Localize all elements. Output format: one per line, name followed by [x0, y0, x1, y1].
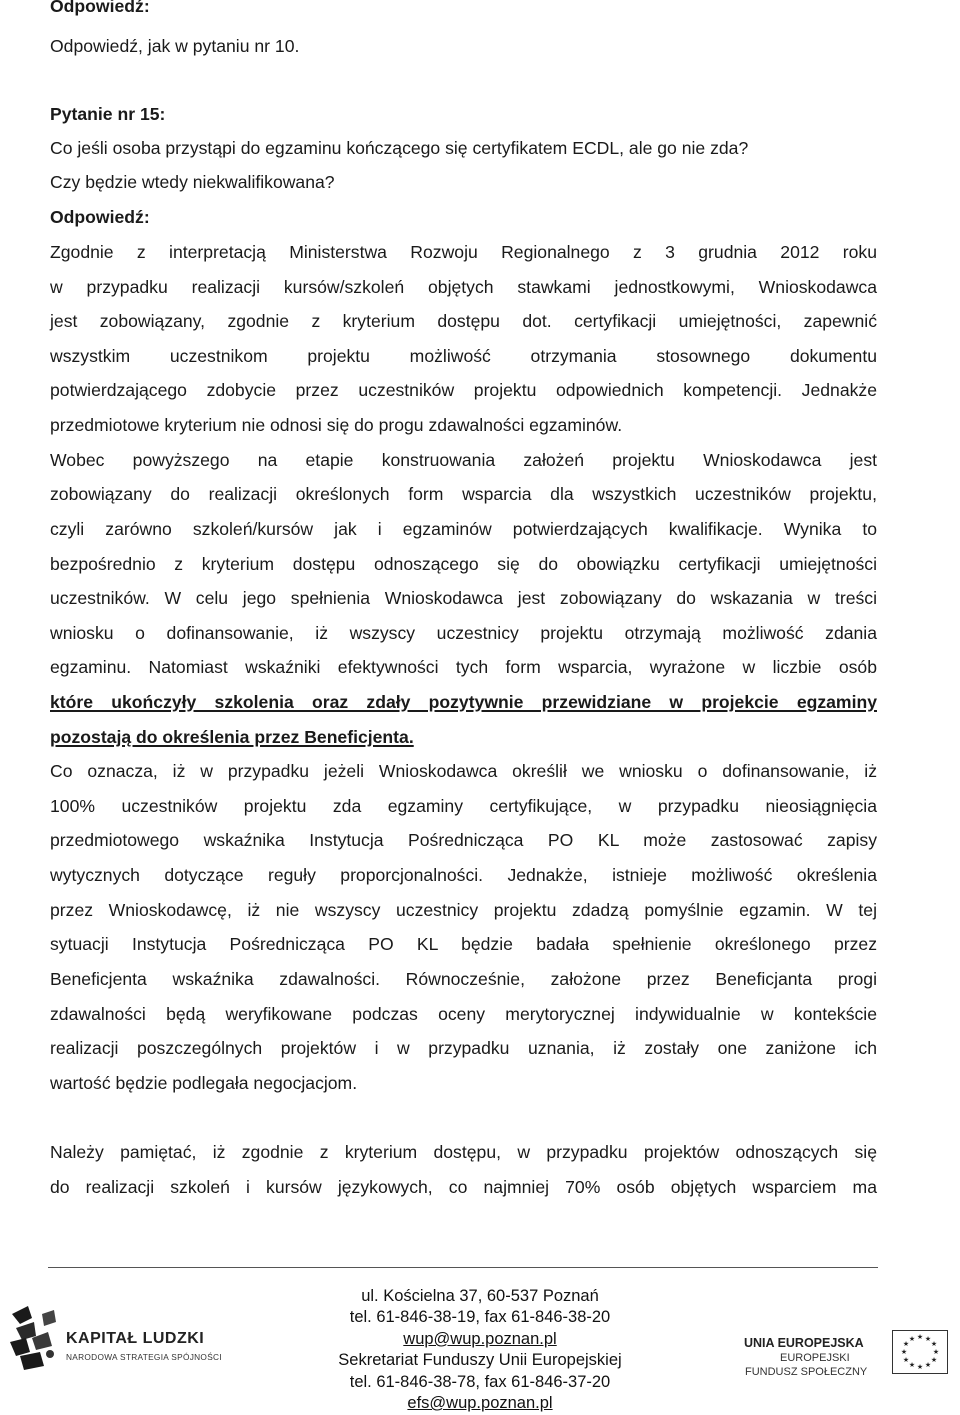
svg-text:★: ★: [908, 1335, 916, 1343]
logo-subtitle: NARODOWA STRATEGIA SPÓJNOŚCI: [66, 1352, 222, 1362]
paragraph-line: 100% uczestników projektu zda egzaminy certyfikujące, w przypadku nieosiągnięcia: [50, 796, 877, 816]
paragraph-line: Wobec powyższego na etapie konstruowania założeń projektu Wnioskodawca jest: [50, 450, 877, 470]
paragraph-line: wniosku o dofinansowanie, iż wszyscy uczestnicy projektu otrzymają możliwość zdania: [50, 623, 877, 643]
eu-efs-logo: [742, 1330, 954, 1390]
paragraph-line: w przypadku realizacji kursów/szkoleń objętych stawkami jednostkowymi, Wnioskodawca: [50, 277, 877, 297]
question-line: Czy będzie wtedy niekwalifikowana?: [50, 172, 335, 192]
paragraph-line: wszystkim uczestnikom projektu możliwość otrzymania stosownego dokumentu: [50, 346, 877, 366]
svg-text:★: ★: [916, 1333, 924, 1341]
answer-label: Odpowiedź:: [50, 207, 150, 227]
eu-flag-icon: [892, 1330, 948, 1374]
paragraph-line: przez Wnioskodawcę, iż nie wszyscy uczestnicy projektu zdadzą pomyślnie egzamin. W tej: [50, 900, 877, 920]
paragraph-line: Należy pamiętać, iż zgodnie z kryterium dostępu, w przypadku projektów odnoszących się: [50, 1142, 877, 1162]
paragraph-line: Zgodnie z interpretacją Ministerstwa Rozwoju Regionalnego z 3 grudnia 2012 roku: [50, 242, 877, 262]
paragraph-line: potwierdzającego zdobycie przez uczestników projektu odpowiednich kompetencji. Jednakże: [50, 380, 877, 400]
paragraph-line: jest zobowiązany, zgodnie z kryterium dostępu dot. certyfikacji umiejętności, zapewnić: [50, 311, 877, 331]
kapital-ludzki-logo: [6, 1302, 236, 1382]
svg-text:★: ★: [902, 1340, 910, 1348]
paragraph-line: bezpośrednio z kryterium dostępu odnoszącego się do obowiązku certyfikacji umiejętności: [50, 554, 877, 574]
svg-text:★: ★: [932, 1348, 940, 1356]
footer-divider: [48, 1267, 878, 1268]
footer-email-link[interactable]: efs@wup.poznan.pl: [407, 1394, 553, 1413]
paragraph-line: zobowiązany do realizacji określonych form wsparcia dla wszystkich uczestników projektu,: [50, 484, 877, 504]
paragraph-line: realizacji poszczególnych projektów i w przypadku uznania, iż zostały one zaniżone ich: [50, 1038, 877, 1058]
paragraph-line: Beneficjenta wskaźnika zdawalności. Równocześnie, założone przez Beneficjanta progi: [50, 969, 877, 989]
answer-label: Odpowiedź:: [50, 0, 150, 16]
paragraph-line: przedmiotowego wskaźnika Instytucja Pośrednicząca PO KL może zastosować zapisy: [50, 830, 877, 850]
underlined-line: które ukończyły szkolenia oraz zdały pozytywnie przewidziane w projekcie egzaminy: [50, 692, 877, 712]
footer-phone: tel. 61-846-38-78, fax 61-846-37-20: [349, 1372, 611, 1391]
question-label: Pytanie nr 15:: [50, 104, 166, 124]
logo-line: UNIA EUROPEJSKA: [744, 1336, 864, 1350]
footer-address: ul. Kościelna 37, 60-537 Poznań: [361, 1287, 599, 1305]
paragraph-line: wartość będzie podlegała negocjacjom.: [50, 1073, 358, 1093]
kapital-ludzki-emblem-icon: [6, 1302, 62, 1374]
svg-text:★: ★: [916, 1363, 924, 1371]
svg-text:★: ★: [902, 1356, 910, 1364]
svg-text:★: ★: [908, 1361, 916, 1369]
footer-phone: tel. 61-846-38-19, fax 61-846-38-20: [349, 1308, 611, 1327]
paragraph-line: czyli zarówno szkoleń/kursów jak i egzaminów potwierdzających kwalifikacje. Wynika to: [50, 519, 877, 539]
svg-text:★: ★: [930, 1340, 938, 1348]
paragraph-line: uczestników. W celu jego spełnienia Wnioskodawca jest zobowiązany do wskazania w treści: [50, 588, 877, 608]
svg-text:★: ★: [924, 1335, 932, 1343]
svg-text:★: ★: [900, 1348, 908, 1356]
logo-line: FUNDUSZ SPOŁECZNY: [745, 1366, 868, 1378]
logo-title: KAPITAŁ LUDZKI: [66, 1330, 205, 1347]
paragraph-line: egzaminu. Natomiast wskaźniki efektywności tych form wsparcia, wyrażone w liczbie osób: [50, 657, 877, 677]
svg-text:★: ★: [924, 1361, 932, 1369]
svg-text:★: ★: [930, 1356, 938, 1364]
footer-contact: [280, 1286, 680, 1414]
underlined-line: pozostają do określenia przez Beneficjenta.: [50, 727, 414, 747]
question-line: Co jeśli osoba przystąpi do egzaminu kończącego się certyfikatem ECDL, ale go nie zda?: [50, 138, 749, 158]
paragraph-line: przedmiotowe kryterium nie odnosi się do progu zdawalności egzaminów.: [50, 415, 623, 435]
paragraph-line: zdawalności będą weryfikowane podczas oceny merytorycznej indywidualnie w kontekście: [50, 1004, 877, 1024]
paragraph-line: sytuacji Instytucja Pośrednicząca PO KL będzie badała spełnienie określonego przez: [50, 934, 877, 954]
footer-department: Sekretariat Funduszy Unii Europejskiej: [338, 1351, 622, 1370]
logo-line: EUROPEJSKI: [780, 1352, 850, 1364]
footer-email-link[interactable]: wup@wup.poznan.pl: [403, 1329, 557, 1348]
paragraph-line: wytycznych dotyczące reguły proporcjonalności. Jednakże, istnieje możliwość określenia: [50, 865, 877, 885]
answer-text: Odpowiedź, jak w pytaniu nr 10.: [50, 36, 300, 56]
paragraph-line: do realizacji szkoleń i kursów językowych, co najmniej 70% osób objętych wsparciem ma: [50, 1177, 877, 1197]
paragraph-line: Co oznacza, iż w przypadku jeżeli Wnioskodawca określił we wniosku o dofinansowanie, iż: [50, 761, 877, 781]
